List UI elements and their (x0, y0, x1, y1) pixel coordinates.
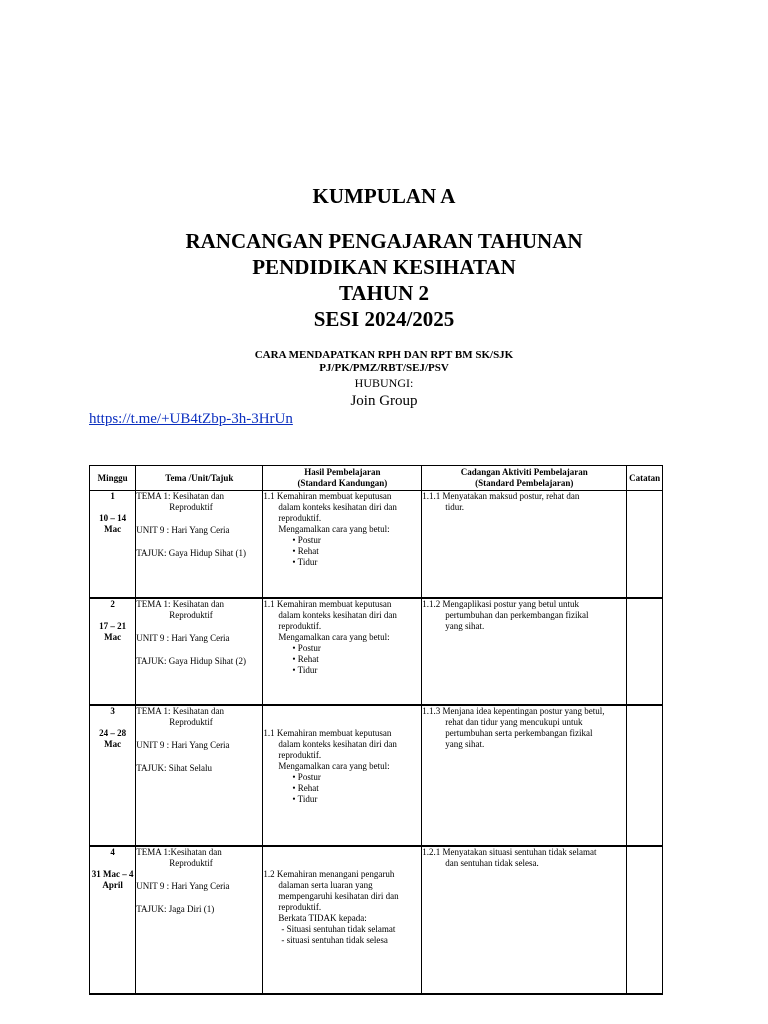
document-title: RANCANGAN PENGAJARAN TAHUNAN (185, 229, 583, 253)
tajuk-line: TAJUK: Sihat Selalu (136, 763, 213, 773)
hasil-cell (263, 598, 422, 705)
header-cadangan-2: (Standard Pembelajaran) (475, 478, 574, 488)
cadangan-line: pertumbuhan serta perkembangan fizikal (445, 728, 593, 738)
catatan-cell (627, 491, 663, 599)
hasil-line: Berkata TIDAK kepada: (278, 913, 367, 923)
hasil-cell (263, 846, 422, 994)
hasil-line: dalaman serta luaran yang (278, 880, 373, 890)
week-number: 4 (110, 847, 115, 857)
bullet-item: • Tidur (292, 794, 318, 804)
header-hasil-2: (Standard Kandungan) (297, 478, 388, 488)
bullet-item: • Postur (292, 772, 321, 782)
unit-line: UNIT 9 : Hari Yang Ceria (136, 881, 230, 891)
catatan-cell (627, 705, 663, 846)
cadangan-line: pertumbuhan dan perkembangan fizikal (445, 610, 589, 620)
tema-line: Reproduktif (169, 502, 213, 512)
header-hasil (263, 466, 422, 491)
bullet-item: • Postur (292, 643, 321, 653)
unit-line: UNIT 9 : Hari Yang Ceria (136, 525, 230, 535)
table-row (90, 491, 663, 599)
header-cadangan-1: Cadangan Aktiviti Pembelajaran (460, 467, 588, 477)
tema-cell (136, 491, 263, 599)
tema-cell (136, 846, 263, 994)
tema-cell (136, 705, 263, 846)
catatan-cell (627, 846, 663, 994)
cadangan-cell (422, 598, 627, 705)
hasil-line: dalam konteks kesihatan diri dan (278, 739, 397, 749)
cadangan-line: tidur. (445, 502, 465, 512)
tema-line: Reproduktif (169, 717, 213, 727)
cadangan-line: yang sihat. (445, 621, 485, 631)
cadangan-line: 1.2.1 Menyatakan situasi sentuhan tidak selamat (422, 847, 597, 857)
hasil-cell (263, 705, 422, 846)
hasil-line: 1.2 Kemahiran menangani pengaruh (263, 869, 395, 879)
hasil-line: dalam konteks kesihatan diri dan (278, 502, 397, 512)
session-title: SESI 2024/2025 (313, 307, 455, 331)
hasil-line: Mengamalkan cara yang betul: (278, 524, 390, 534)
cadangan-line: rehat dan tidur yang mencukupi untuk (445, 717, 583, 727)
hasil-line: mempengaruhi kesihatan diri dan (278, 891, 399, 901)
unit-line: UNIT 9 : Hari Yang Ceria (136, 740, 230, 750)
bullet-item: • Tidur (292, 557, 318, 567)
table-row (90, 846, 663, 994)
rpt-table (89, 465, 663, 995)
header-hasil-1: Hasil Pembelajaran (304, 467, 381, 477)
cadangan-line: 1.1.1 Menyatakan maksud postur, rehat dan (422, 491, 580, 501)
cadangan-cell (422, 705, 627, 846)
hasil-line: 1.1 Kemahiran membuat keputusan (263, 728, 392, 738)
table-row (90, 705, 663, 846)
hasil-line: reproduktif. (278, 902, 322, 912)
bullet-item: • Rehat (292, 654, 319, 664)
tajuk-line: TAJUK: Gaya Hidup Sihat (1) (136, 548, 246, 558)
header-tema: Tema /Unit/Tajuk (136, 466, 263, 491)
tema-line: TEMA 1:Kesihatan dan (136, 847, 222, 857)
hasil-cell (263, 491, 422, 599)
cara-line-1: CARA MENDAPATKAN RPH DAN RPT BM SK/SJK (254, 349, 514, 361)
week-dates: 24 – 28 Mac (99, 728, 127, 749)
hasil-line: Mengamalkan cara yang betul: (278, 632, 390, 642)
bullet-item: - Situasi sentuhan tidak selamat (281, 924, 396, 934)
hasil-line: Mengamalkan cara yang betul: (278, 761, 390, 771)
telegram-link[interactable]: https://t.me/+UB4tZbp-3h-3HrUn (89, 411, 293, 427)
tema-line: Reproduktif (169, 858, 213, 868)
week-cell (90, 491, 136, 599)
hasil-line: reproduktif. (278, 621, 322, 631)
hasil-line: 1.1 Kemahiran membuat keputusan (263, 599, 392, 609)
tema-line: Reproduktif (169, 610, 213, 620)
cadangan-line: 1.1.3 Menjana idea kepentingan postur yang betul, (422, 706, 605, 716)
subject-title: PENDIDIKAN KESIHATAN (252, 255, 516, 279)
join-group-label: Join Group (350, 393, 418, 409)
header-minggu: Minggu (90, 466, 136, 491)
week-cell (90, 846, 136, 994)
year-title: TAHUN 2 (338, 281, 430, 305)
catatan-cell (627, 598, 663, 705)
hasil-line: reproduktif. (278, 750, 322, 760)
header-catatan: Catatan (627, 466, 663, 491)
table-row (90, 598, 663, 705)
week-dates: 31 Mac – 4 April (91, 869, 134, 890)
tajuk-line: TAJUK: Gaya Hidup Sihat (2) (136, 656, 246, 666)
cadangan-cell (422, 491, 627, 599)
hasil-line: dalam konteks kesihatan diri dan (278, 610, 397, 620)
tema-cell (136, 598, 263, 705)
hubungi-label: HUBUNGI: (354, 376, 414, 390)
cara-line-2: PJ/PK/PMZ/RBT/SEJ/PSV (319, 362, 449, 374)
bullet-item: • Tidur (292, 665, 318, 675)
tema-line: TEMA 1: Kesihatan dan (136, 706, 224, 716)
cadangan-line: 1.1.2 Mengaplikasi postur yang betul untuk (422, 599, 579, 609)
week-dates: 10 – 14 Mac (99, 513, 127, 534)
bullet-item: - situasi sentuhan tidak selesa (281, 935, 388, 945)
cadangan-cell (422, 846, 627, 994)
group-title: KUMPULAN A (312, 184, 456, 208)
cadangan-line: dan sentuhan tidak selesa. (445, 858, 539, 868)
tajuk-line: TAJUK: Jaga Diri (1) (136, 904, 215, 914)
hasil-line: reproduktif. (278, 513, 322, 523)
week-number: 3 (110, 706, 115, 716)
table-header-row (90, 466, 663, 491)
header-cadangan (422, 466, 627, 491)
unit-line: UNIT 9 : Hari Yang Ceria (136, 633, 230, 643)
week-cell (90, 598, 136, 705)
hasil-line: 1.1 Kemahiran membuat keputusan (263, 491, 392, 501)
week-number: 1 (110, 491, 115, 501)
tema-line: TEMA 1: Kesihatan dan (136, 491, 224, 501)
week-number: 2 (110, 599, 115, 609)
cadangan-line: yang sihat. (445, 739, 485, 749)
tema-line: TEMA 1: Kesihatan dan (136, 599, 224, 609)
bullet-item: • Postur (292, 535, 321, 545)
bullet-item: • Rehat (292, 783, 319, 793)
bullet-item: • Rehat (292, 546, 319, 556)
week-dates: 17 – 21 Mac (99, 621, 127, 642)
week-cell (90, 705, 136, 846)
